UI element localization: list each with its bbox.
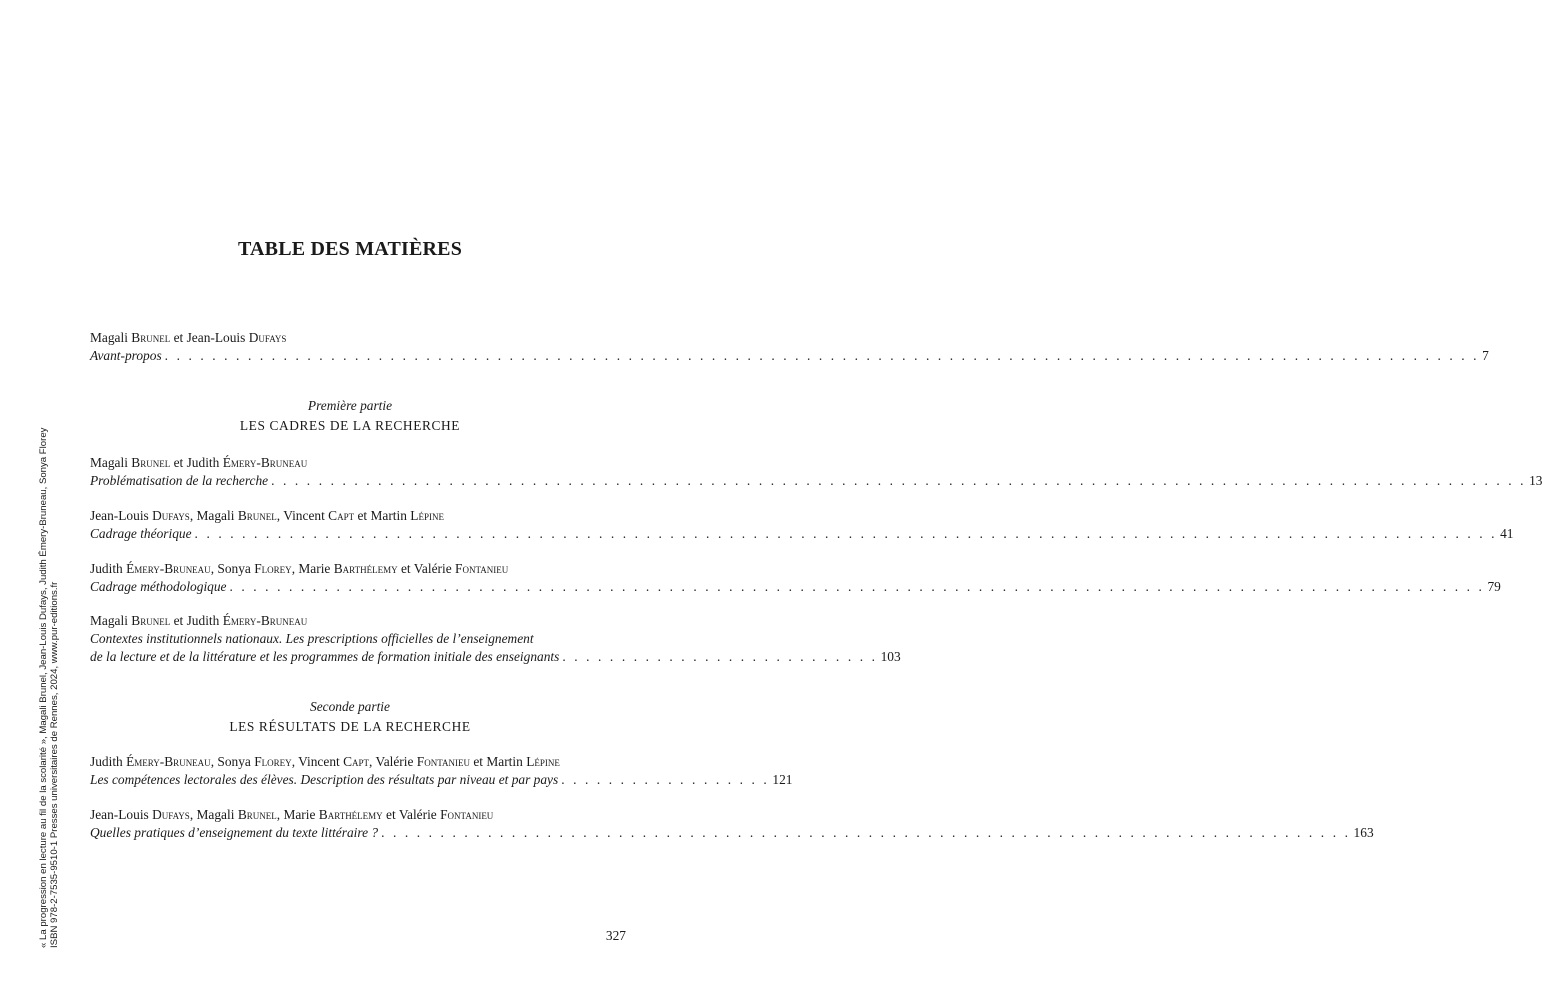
- author-first-name: Judith: [186, 455, 220, 470]
- toc-entry-avant-propos[interactable]: [90, 329, 1489, 365]
- entry-page-number: 121: [772, 772, 793, 787]
- author-first-name: Sonya: [217, 754, 251, 769]
- author-first-name: Magali: [90, 455, 128, 470]
- author-last-name: Dufays: [152, 508, 190, 523]
- entry-title: Problématisation de la recherche: [90, 473, 269, 488]
- author-first-name: Judith: [90, 754, 123, 769]
- author-first-name: Martin: [370, 508, 407, 523]
- author-first-name: Valérie: [413, 561, 452, 576]
- toc-entry[interactable]: [90, 560, 1501, 596]
- entry-page-number: 79: [1487, 579, 1501, 594]
- entry-authors: Magali Brunel et Jean-Louis Dufays: [90, 330, 287, 345]
- dot-leader: . . . . . . . . . . . . . . . . . . . . . . . . . . . . . . . . . . . . . . . . . . . . . . . . . . . . . . . . . . . . . . . . . . . . . . . . . . . . . . . . . . . . . . . . . . . . . . . . . . . . . . . . . . . . . . .: [164, 348, 1480, 363]
- page-title: TABLE DES MATIÈRES: [237, 238, 463, 260]
- entry-title: Les compétences lectorales des élèves. Description des résultats par niveau et par pays: [90, 772, 559, 787]
- author-first-name: Martin: [486, 754, 523, 769]
- author-first-name: Jean-Louis: [90, 807, 149, 822]
- entry-title: Avant-propos: [90, 348, 162, 363]
- part-heading-2: [0, 697, 700, 737]
- entry-authors: Jean-Louis Dufays, Magali Brunel, Vincent Capt et Martin Lépine: [90, 508, 444, 523]
- toc-entry[interactable]: [90, 454, 1542, 490]
- entry-page-number: 163: [1353, 825, 1374, 840]
- dot-leader: . . . . . . . . . . . . . . . . . . . . . . . . . . . . . . . . . . . . . . . . . . . . . . . . . . . . . . . . . . . . . . . . . . . . . . . . . . . . . . . . . .: [381, 825, 1351, 840]
- dot-leader: . . . . . . . . . . . . . . . . . . . . . . . . . . .: [562, 649, 878, 664]
- author-first-name: Magali: [90, 613, 128, 628]
- author-last-name: Émery-Bruneau: [222, 455, 308, 470]
- dot-leader: . . . . . . . . . . . . . . . . . .: [561, 772, 770, 787]
- page-number: 327: [605, 928, 626, 943]
- part-label: Première partie: [307, 398, 393, 413]
- author-first-name: Sonya: [217, 561, 251, 576]
- author-last-name: Lépine: [410, 508, 444, 523]
- author-first-name: Magali: [196, 807, 235, 822]
- toc-entry[interactable]: [90, 753, 793, 789]
- entry-authors: Judith Émery-Bruneau, Sonya Florey, Marie Barthélemy et Valérie Fontanieu: [90, 561, 509, 576]
- author-last-name: Émery-Bruneau: [126, 754, 211, 769]
- author-first-name: Vincent: [283, 508, 325, 523]
- author-last-name: Émery-Bruneau: [126, 561, 211, 576]
- toc-entry[interactable]: [90, 612, 901, 666]
- entry-page-number: 41: [1500, 526, 1514, 541]
- author-first-name: Judith: [90, 561, 123, 576]
- author-first-name: Valérie: [375, 754, 414, 769]
- author-last-name: Brunel: [237, 508, 277, 523]
- part-label: Seconde partie: [310, 699, 390, 714]
- entry-authors: Jean-Louis Dufays, Magali Brunel, Marie Barthélemy et Valérie Fontanieu: [90, 807, 494, 822]
- part-title: LES RÉSULTATS DE LA RECHERCHE: [229, 719, 471, 734]
- author-last-name: Fontanieu: [455, 561, 509, 576]
- toc-entry[interactable]: [90, 806, 1374, 842]
- author-last-name: Émery-Bruneau: [222, 613, 308, 628]
- entry-title: Quelles pratiques d’enseignement du texte littéraire ?: [90, 825, 379, 840]
- part-heading-1: [0, 396, 700, 436]
- dot-leader: . . . . . . . . . . . . . . . . . . . . . . . . . . . . . . . . . . . . . . . . . . . . . . . . . . . . . . . . . . . . . . . . . . . . . . . . . . . . . . . . . . . . . . . . . . . . . . . . . . . . . . . . . . . . . .: [194, 526, 1498, 541]
- entry-title: de la lecture et de la littérature et les programmes de formation initiale des enseignants: [90, 649, 560, 664]
- author-first-name: Valérie: [398, 807, 437, 822]
- entry-page-number: 7: [1482, 348, 1489, 363]
- copyright-side-note: [38, 428, 60, 948]
- author-first-name: Judith: [186, 613, 220, 628]
- author-last-name: Barthélemy: [318, 807, 383, 822]
- author-last-name: Lépine: [526, 754, 560, 769]
- entry-authors: Magali Brunel et Judith Émery-Bruneau: [90, 613, 308, 628]
- author-last-name: Brunel: [131, 330, 171, 345]
- author-first-name: Magali: [196, 508, 235, 523]
- author-last-name: Florey: [254, 561, 292, 576]
- entry-title-line: Contextes institutionnels nationaux. Les prescriptions officielles de l’enseignement: [90, 631, 534, 646]
- entry-title: Cadrage théorique: [90, 526, 192, 541]
- entry-authors: Magali Brunel et Judith Émery-Bruneau: [90, 455, 308, 470]
- side-note-line: « La progression en lecture au fil de la scolarité », Magali Brunel, Jean-Louis Dufays, Judith Émery-Bruneau, Sonya Florey: [38, 427, 49, 948]
- author-last-name: Brunel: [131, 455, 171, 470]
- author-last-name: Barthélemy: [333, 561, 398, 576]
- side-note-line: ISBN 978-2-7535-9510-1 Presses universitaires de Rennes, 2024, www.pur-editions.fr: [49, 581, 60, 948]
- author-last-name: Florey: [254, 754, 292, 769]
- author-last-name: Brunel: [237, 807, 277, 822]
- author-last-name: Capt: [343, 754, 370, 769]
- author-first-name: Jean-Louis: [186, 330, 246, 345]
- entry-authors: Judith Émery-Bruneau, Sonya Florey, Vincent Capt, Valérie Fontanieu et Martin Lépine: [90, 754, 560, 769]
- author-first-name: Magali: [90, 330, 128, 345]
- entry-page-number: 103: [880, 649, 901, 664]
- author-last-name: Fontanieu: [440, 807, 494, 822]
- author-last-name: Capt: [328, 508, 355, 523]
- toc-entry[interactable]: [90, 507, 1514, 543]
- author-first-name: Vincent: [298, 754, 340, 769]
- author-last-name: Dufays: [248, 330, 287, 345]
- author-first-name: Marie: [283, 807, 316, 822]
- dot-leader: . . . . . . . . . . . . . . . . . . . . . . . . . . . . . . . . . . . . . . . . . . . . . . . . . . . . . . . . . . . . . . . . . . . . . . . . . . . . . . . . . . . . . . . . . . . . . . . . . . . . . . . . . .: [271, 473, 1527, 488]
- author-first-name: Marie: [298, 561, 331, 576]
- author-last-name: Brunel: [131, 613, 171, 628]
- part-title: LES CADRES DE LA RECHERCHE: [239, 418, 461, 433]
- entry-page-number: 13: [1529, 473, 1542, 488]
- author-first-name: Jean-Louis: [90, 508, 149, 523]
- author-last-name: Fontanieu: [416, 754, 471, 769]
- dot-leader: . . . . . . . . . . . . . . . . . . . . . . . . . . . . . . . . . . . . . . . . . . . . . . . . . . . . . . . . . . . . . . . . . . . . . . . . . . . . . . . . . . . . . . . . . . . . . . . . . . . . . . . . . .: [229, 579, 1485, 594]
- author-last-name: Dufays: [152, 807, 190, 822]
- entry-title: Cadrage méthodologique: [90, 579, 227, 594]
